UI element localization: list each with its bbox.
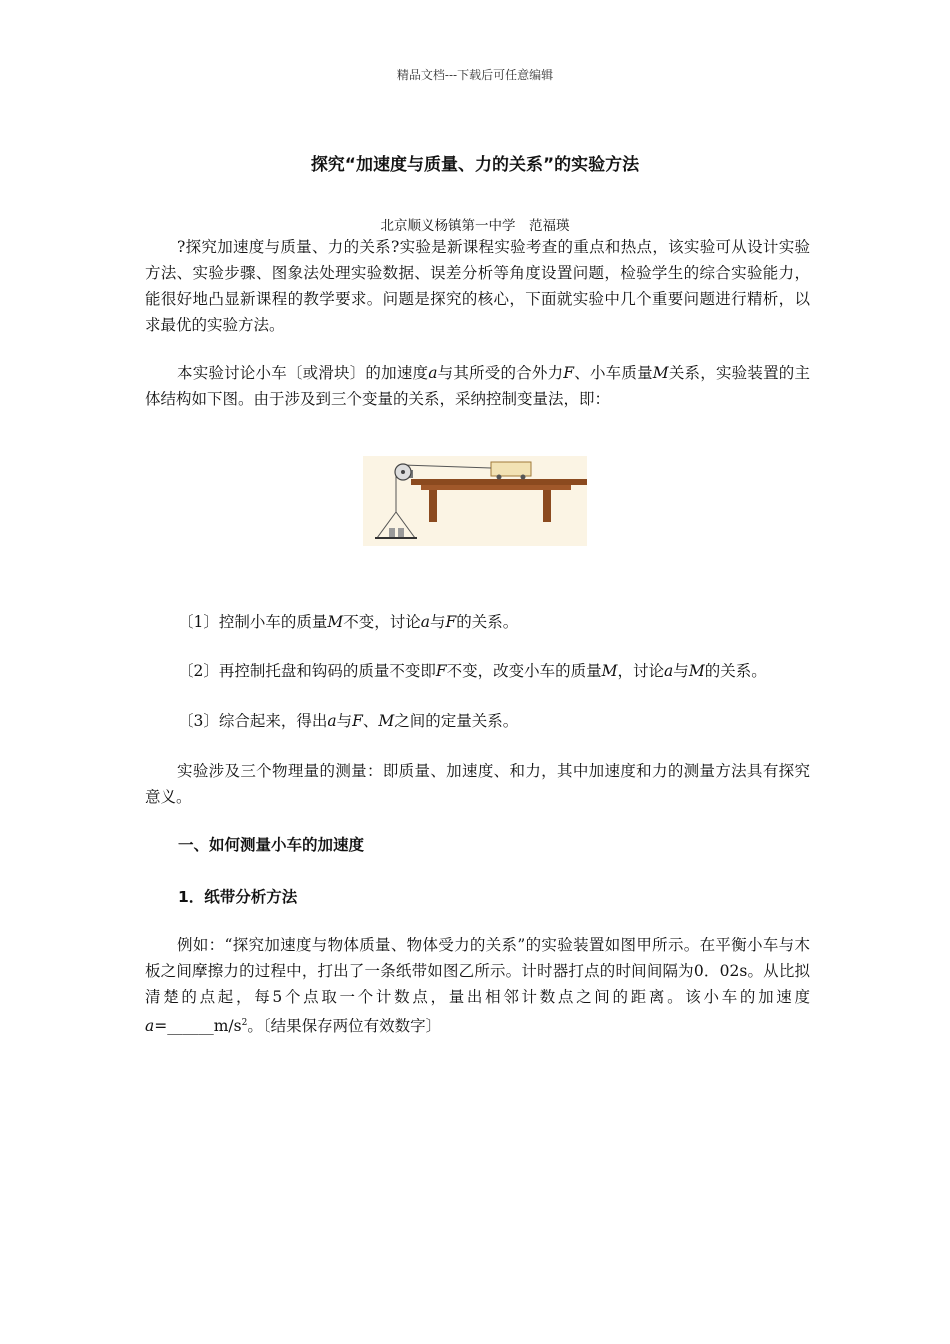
- cart-wheel-right: [521, 475, 526, 480]
- step-1: 〔1〕控制小车的质量M不变，讨论a与F的关系。: [178, 613, 519, 631]
- subsection-heading: 1．纸带分析方法: [178, 888, 298, 906]
- weight-right: [398, 528, 404, 537]
- measurement-paragraph: 实验涉及三个物理量的测量：即质量、加速度、和力，其中加速度和力的测量方法具有探究意义。: [145, 762, 810, 806]
- tray-hanger: [377, 512, 415, 538]
- section-heading: 一、如何测量小车的加速度: [178, 836, 365, 854]
- author-line: 北京顺义杨镇第一中学 范福瑛: [380, 218, 570, 234]
- table-leg-right: [543, 490, 551, 522]
- table-top: [411, 479, 587, 485]
- document-title: 探究“加速度与质量、力的关系”的实验方法: [310, 155, 640, 175]
- weight-left: [389, 528, 395, 537]
- cart: [491, 462, 531, 476]
- cart-wheel-left: [497, 475, 502, 480]
- page-header: 精品文档---下载后可任意编辑: [396, 68, 554, 82]
- apparatus-diagram: [363, 456, 587, 546]
- pulley-axle: [401, 470, 405, 474]
- apparatus-figure: [363, 456, 587, 546]
- setup-paragraph: 本实验讨论小车〔或滑块〕的加速度a与其所受的合外力F、小车质量M关系，实验装置的主体结构如下图。由于涉及到三个变量的关系，采纳控制变量法，即：: [145, 364, 810, 408]
- table-leg-left: [429, 490, 437, 522]
- step-2: 〔2〕再控制托盘和钩码的质量不变即F不变，改变小车的质量M，讨论a与M的关系。: [178, 662, 767, 680]
- string-horizontal: [403, 465, 491, 468]
- example-paragraph: 例如：“探究加速度与物体质量、物体受力的关系”的实验装置如图甲所示。在平衡小车与木板之间摩擦力的过程中，打出了一条纸带如图乙所示。计时器打点的时间间隔为0．02s。从比拟清楚的点起，每5个点取一个计数点，量出相邻计数点之间的距离。该小车的加速度$a=\_\_\_\_\_\_m/s^2$。〔结果保存两位有效数字〕: [145, 936, 810, 1036]
- step-3: 〔3〕综合起来，得出a与F、M之间的定量关系。: [178, 712, 519, 730]
- table-apron: [421, 485, 571, 490]
- intro-paragraph: ?探究加速度与质量、力的关系?实验是新课程实验考查的重点和热点，该实验可从设计实验方法、实验步骤、图象法处理实验数据、误差分析等角度设置问题，检验学生的综合实验能力，能很好地凸显新课程的教学要求。问题是探究的核心，下面就实验中几个重要问题进行精析，以求最优的实验方法。: [145, 238, 810, 334]
